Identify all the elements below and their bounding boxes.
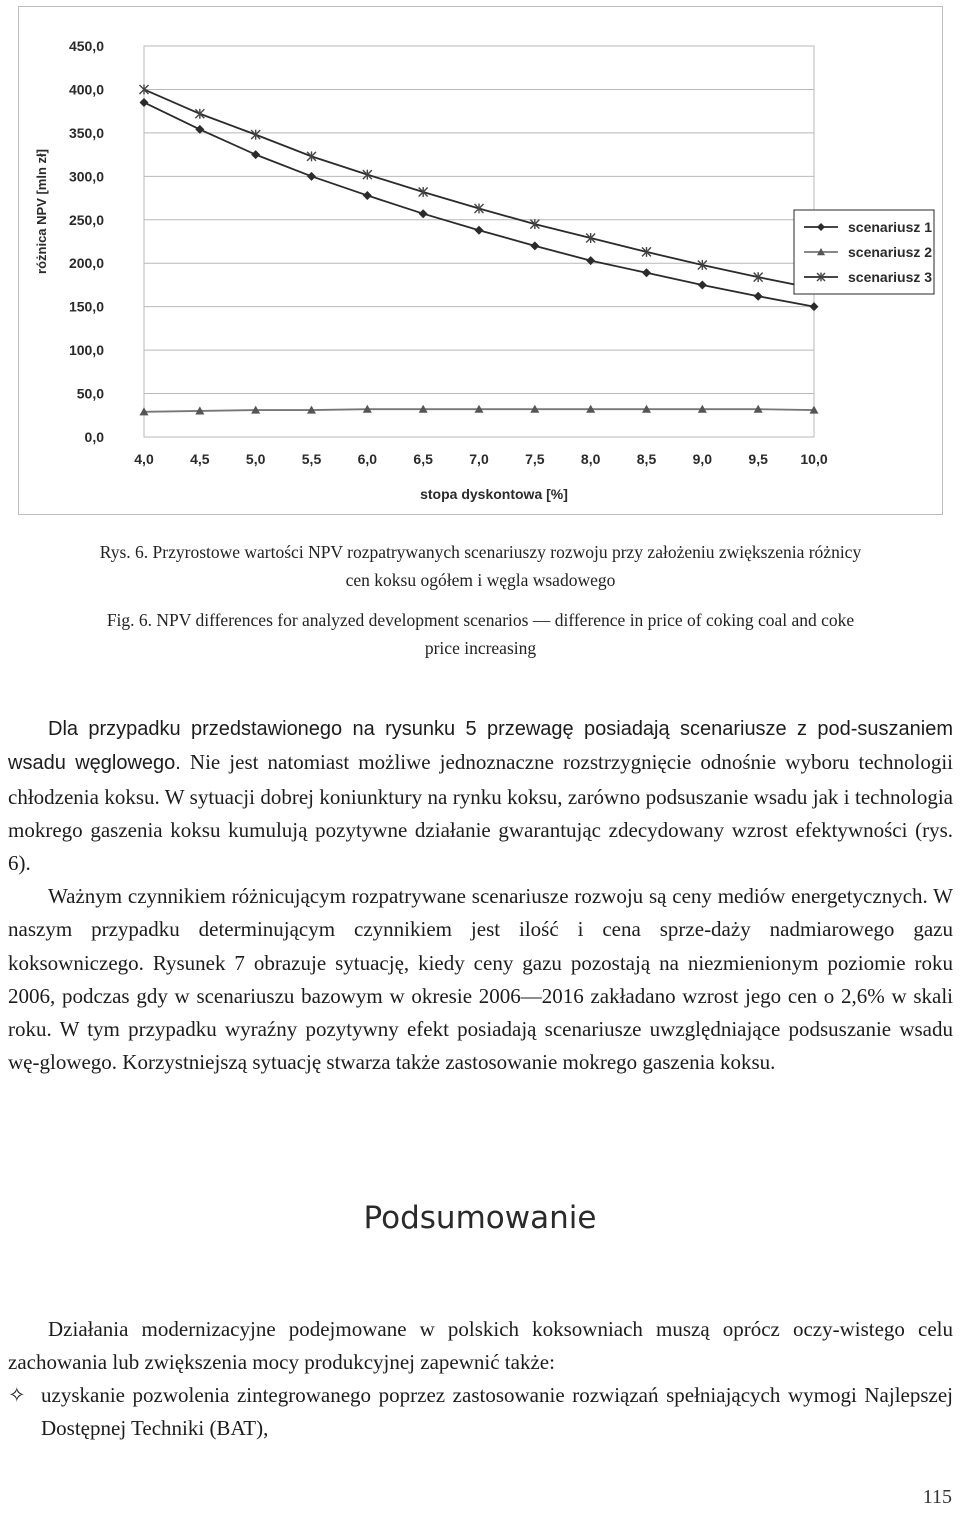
body-paragraph-3: Działania modernizacyjne podejmowane w polskich koksowniach muszą oprócz oczy-wistego celu zachowania lub zwiększenia mocy produkcyjnej zapewnić także: <box>8 1317 953 1375</box>
npv-line-chart <box>19 7 942 514</box>
series-1-point <box>586 256 595 265</box>
series-1-point <box>363 191 372 200</box>
y-tick-label: 350,0 <box>68 124 104 141</box>
x-tick-label: 7,0 <box>469 451 489 467</box>
paragraph-1-serif-text: Nie jest natomiast możliwe jednoznaczne rozstrzygnięcie odnośnie wyboru technologii chłodzenia koksu. W sytuacji dobrej koniunktury na rynku koksu, zarówno podsuszanie wsadu jak i technologia mokrego gaszenia koksu kumulują pozytywne działanie gwarantując zdecydowany wzrost efektywności (rys. 6). <box>8 750 953 876</box>
x-tick-label: 8,0 <box>580 451 601 467</box>
series-1-point <box>475 226 484 235</box>
y-tick-label: 400,0 <box>68 81 104 98</box>
y-axis-title: różnica NPV [mln zł] <box>34 149 49 274</box>
x-tick-label: 5,5 <box>301 451 322 467</box>
caption-pl-line2: cen koksu ogółem i węgla wsadowego <box>345 570 616 590</box>
bullet-item <box>8 1379 953 1446</box>
y-tick-label: 200,0 <box>68 255 104 272</box>
x-tick-label: 9,5 <box>748 451 768 467</box>
x-tick-label: 5,0 <box>245 451 266 467</box>
y-tick-label: 50,0 <box>76 385 104 402</box>
legend-label: scenariusz 3 <box>848 269 933 285</box>
caption-en-line1: Fig. 6. NPV differences for analyzed development scenarios — difference in price of coking coal and coke <box>106 610 855 630</box>
caption-en-line2: price increasing <box>424 638 537 658</box>
paragraph-1-sans-text: Dla przypadku przedstawionego na rysunku 5 przewagę posiadają scenariusze z pod-suszaniem wsadu węglowego. <box>8 718 953 775</box>
x-tick-label: 8,5 <box>636 451 657 467</box>
series-1-point <box>307 172 316 181</box>
series-1-point <box>530 241 539 250</box>
x-tick-label: 10,0 <box>800 451 828 467</box>
x-tick-label: 4,5 <box>190 451 210 467</box>
series-1-point <box>810 302 819 311</box>
figure-frame <box>18 6 943 515</box>
bullet-text: uzyskanie pozwolenia zintegrowanego poprzez zastosowanie rozwiązań spełniających wymogi Najlepszej Dostępnej Techniki (BAT), <box>41 1383 953 1441</box>
series-1-point <box>251 150 260 159</box>
series-3-point <box>307 151 316 161</box>
series-1-point <box>419 209 428 218</box>
series-3-point <box>195 109 204 119</box>
y-tick-label: 300,0 <box>68 168 104 185</box>
body-paragraph-1 <box>8 712 953 880</box>
plot-area <box>144 46 814 437</box>
x-tick-label: 6,5 <box>413 451 433 467</box>
body-paragraph-2: Ważnym czynnikiem różnicującym rozpatrywane scenariusze rozwoju są ceny mediów energetycznych. W naszym przypadku determinującym czynnikiem jest ilość i cena sprze-daży nadmiarowego gazu koksowniczego. Rysunek 7 obrazuje sytuację, kiedy ceny gazu pozostają na niezmienionym poziomie roku 2006, podczas gdy w scenariuszu bazowym w okresie 2006—2016 zakładano wzrost jego cen o 2,6% w skali roku. W tym przypadku wyraźny pozytywny efekt posiadają scenariusze uwzględniające podsuszanie wsadu wę-glowego. Korzystniejszą sytuację stwarza także zastosowanie mokrego gaszenia koksu. <box>8 884 953 1075</box>
x-axis-title: stopa dyskontowa [%] <box>420 486 568 502</box>
page-number: 115 <box>922 1486 952 1508</box>
series-1-point <box>140 98 149 107</box>
x-tick-label: 7,5 <box>525 451 545 467</box>
y-tick-label: 150,0 <box>68 298 104 315</box>
x-tick-label: 9,0 <box>692 451 713 467</box>
y-tick-label: 450,0 <box>68 38 104 54</box>
series-1-point <box>698 280 707 289</box>
series-3-point <box>363 170 372 180</box>
series-1-point <box>754 292 763 301</box>
caption-pl-line1: Rys. 6. Przyrostowe wartości NPV rozpatrywanych scenariuszy rozwoju przy założeniu zwiększenia różnicy <box>99 542 862 562</box>
section-heading: Podsumowanie <box>363 1200 597 1236</box>
series-3-point <box>251 130 260 140</box>
y-tick-label: 0,0 <box>84 429 104 445</box>
series-line-3 <box>144 89 814 288</box>
bullet-diamond-icon: ✧ <box>8 1383 26 1407</box>
figure-caption-polish <box>18 538 943 594</box>
legend-label: scenariusz 1 <box>848 219 933 235</box>
legend-label: scenariusz 2 <box>848 244 933 260</box>
y-tick-label: 100,0 <box>68 342 104 359</box>
x-tick-label: 6,0 <box>357 451 378 467</box>
y-tick-label: 250,0 <box>68 211 104 228</box>
figure-caption-english <box>18 606 943 662</box>
series-1-point <box>642 268 651 277</box>
x-tick-label: 4,0 <box>134 451 154 467</box>
